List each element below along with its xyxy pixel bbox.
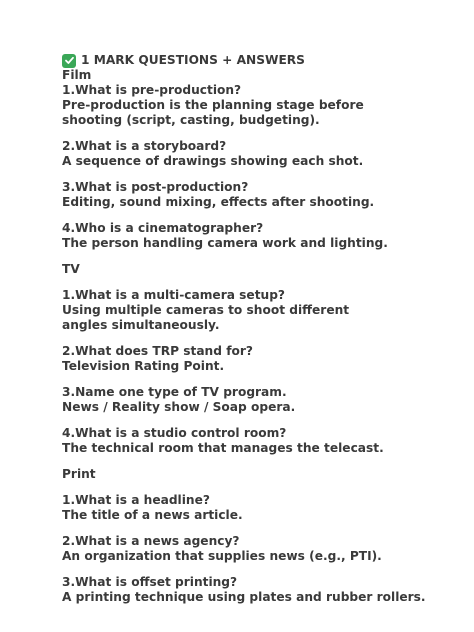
answer-text: A sequence of drawings showing each shot. (62, 154, 364, 168)
answer-text: Editing, sound mixing, effects after shooting. (62, 195, 375, 209)
question-text: 1.What is pre-production? (62, 83, 242, 97)
check-mark-icon (64, 55, 75, 66)
question-text: 1.What is a headline? (62, 493, 210, 507)
section-heading-print: Print (62, 467, 96, 481)
section-heading-film: Film (62, 68, 92, 82)
question-text: 1.What is a multi-camera setup? (62, 288, 285, 302)
answer-text: The person handling camera work and lighting. (62, 236, 388, 250)
question-text: 4.Who is a cinematographer? (62, 221, 264, 235)
answer-text: Television Rating Point. (62, 359, 225, 373)
answer-text: Pre-production is the planning stage before shooting (script, casting, budgeting). (62, 98, 364, 127)
question-text: 3.What is offset printing? (62, 575, 238, 589)
check-mark-button-icon (62, 54, 76, 68)
answer-text: A printing technique using plates and rubber rollers. (62, 590, 426, 604)
question-text: 3.Name one type of TV program. (62, 385, 287, 399)
question-text: 2.What does TRP stand for? (62, 344, 253, 358)
answer-text: An organization that supplies news (e.g., PTI). (62, 549, 382, 563)
question-text: 2.What is a news agency? (62, 534, 240, 548)
answer-text: The technical room that manages the telecast. (62, 441, 384, 455)
document-title: 1 MARK QUESTIONS + ANSWERS (81, 53, 305, 67)
document-header (62, 53, 466, 68)
question-text: 3.What is post-production? (62, 180, 249, 194)
section-heading-tv: TV (62, 262, 80, 276)
answer-text: News / Reality show / Soap opera. (62, 400, 296, 414)
answer-text: Using multiple cameras to shoot different angles simultaneously. (62, 303, 350, 332)
question-text: 4.What is a studio control room? (62, 426, 287, 440)
document-page (62, 53, 466, 605)
question-text: 2.What is a storyboard? (62, 139, 227, 153)
answer-text: The title of a news article. (62, 508, 243, 522)
